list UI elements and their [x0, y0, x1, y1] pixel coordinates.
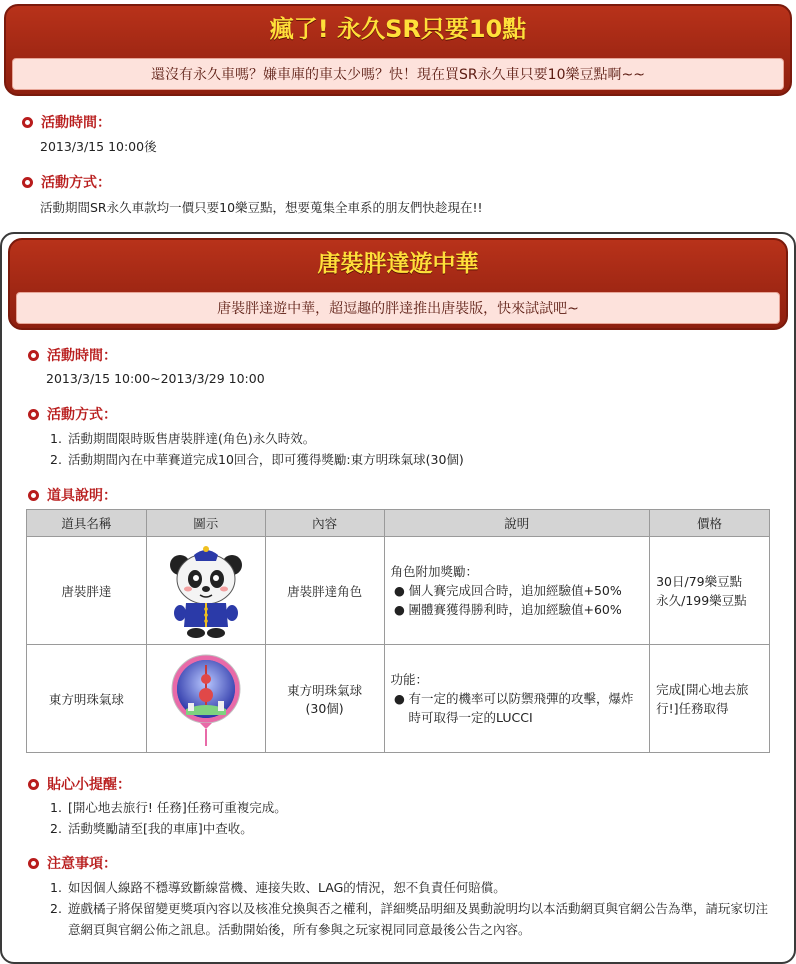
bullet-icon — [28, 490, 39, 501]
bullet-icon — [28, 779, 39, 790]
list-item: ● 團體賽獲得勝利時，追加經驗值+60% — [394, 602, 622, 617]
item-content: 唐裝胖達角色 — [265, 537, 384, 645]
list-item: ● 有一定的機率可以防禦飛彈的攻擊，爆炸時可取得一定的LUCCI — [394, 691, 634, 725]
column-header: 內容 — [265, 510, 384, 537]
panda-icon — [166, 543, 246, 639]
event1-time-label: 活動時間： — [41, 115, 111, 131]
event1-subtitle: 還沒有永久車嗎？嫌車庫的車太少嗎？快！現在買SR永久車只要10樂豆點啊~~ — [12, 58, 784, 90]
item-icon-cell — [146, 537, 265, 645]
list-item: 2. 遊戲橘子將保留變更獎項內容以及核准兌換與否之權利，詳細獎品明細及異動說明均以本活動網頁與官網公告為準，請玩家切注意網頁與官網公佈之訊息。活動開始後，所有參與之玩家視同同意最後公告之內容。 — [50, 901, 769, 937]
list-item: 2. 活動期間內在中華賽道完成10回合，即可獲得獎勵:東方明珠氣球(30個) — [50, 452, 464, 467]
column-header: 道具名稱 — [27, 510, 147, 537]
event2-tips-list — [50, 797, 287, 839]
column-header: 說明 — [384, 510, 650, 537]
bullet-icon — [22, 177, 33, 188]
event2-method-list — [50, 428, 464, 470]
event1-time-heading — [22, 112, 111, 132]
event2-time-heading — [28, 345, 117, 365]
event2-method-heading — [28, 404, 117, 424]
column-header: 價格 — [650, 510, 770, 537]
table-header-row — [27, 510, 770, 537]
item-name: 東方明珠氣球 — [27, 645, 147, 753]
event1-method-value: 活動期間SR永久車款均一價只要10樂豆點，想要蒐集全車系的朋友們快趁現在!! — [40, 200, 483, 215]
event2-method-label: 活動方式： — [47, 407, 117, 423]
event1-time-value: 2013/3/15 10:00後 — [40, 139, 157, 154]
bullet-icon — [22, 117, 33, 128]
list-item: 2. 活動獎勵請至[我的車庫]中查收。 — [50, 821, 253, 836]
item-price: 完成[開心地去旅 行!]任務取得 — [650, 645, 770, 753]
list-item: 1. [開心地去旅行! 任務]任務可重複完成。 — [50, 800, 287, 815]
event2-time-label: 活動時間： — [47, 348, 117, 364]
item-content: 東方明珠氣球 (30個) — [265, 645, 384, 753]
item-description: 功能： ● 有一定的機率可以防禦飛彈的攻擊，爆炸時可取得一定的LUCCI — [384, 645, 650, 753]
bullet-icon — [28, 350, 39, 361]
event2-subtitle: 唐裝胖達遊中華，超逗趣的胖達推出唐裝版，快來試試吧~ — [16, 292, 780, 324]
event1-method-label: 活動方式： — [41, 175, 111, 191]
pearl-tower-balloon-icon — [166, 651, 246, 747]
list-item: ● 個人賽完成回合時，追加經驗值+50% — [394, 583, 622, 598]
event1-title: 瘋了! 永久SR只要10點 — [269, 15, 527, 43]
event1-banner — [4, 4, 792, 96]
item-name: 唐裝胖達 — [27, 537, 147, 645]
event2-tips-label: 貼心小提醒： — [47, 777, 131, 793]
item-price: 30日/79樂豆點 永久/199樂豆點 — [650, 537, 770, 645]
list-item: 1. 如因個人線路不穩導致斷線當機、連接失敗、LAG的情況，恕不負責任何賠償。 — [50, 880, 506, 895]
table-row — [27, 645, 770, 753]
bullet-icon — [28, 858, 39, 869]
item-description: 角色附加獎勵： ● 個人賽完成回合時，追加經驗值+50% ● 團體賽獲得勝利時，追加經驗值+60% — [384, 537, 650, 645]
event2-time-value: 2013/3/15 10:00~2013/3/29 10:00 — [46, 371, 265, 386]
bullet-icon — [28, 409, 39, 420]
list-item: 1. 活動期間限時販售唐裝胖達(角色)永久時效。 — [50, 431, 316, 446]
table-row — [27, 537, 770, 645]
event2-items-label: 道具說明： — [47, 488, 117, 504]
event2-notes-label: 注意事項： — [47, 856, 117, 872]
event2-notes-list — [50, 877, 772, 940]
event2-notes-heading — [28, 853, 117, 873]
event2-title: 唐裝胖達遊中華 — [317, 251, 479, 277]
event2-items-heading — [28, 485, 117, 505]
column-header: 圖示 — [146, 510, 265, 537]
event2-banner — [8, 238, 788, 330]
event1-method-heading — [22, 172, 111, 192]
items-table — [26, 509, 770, 753]
item-icon-cell — [146, 645, 265, 753]
event2-tips-heading — [28, 774, 131, 794]
